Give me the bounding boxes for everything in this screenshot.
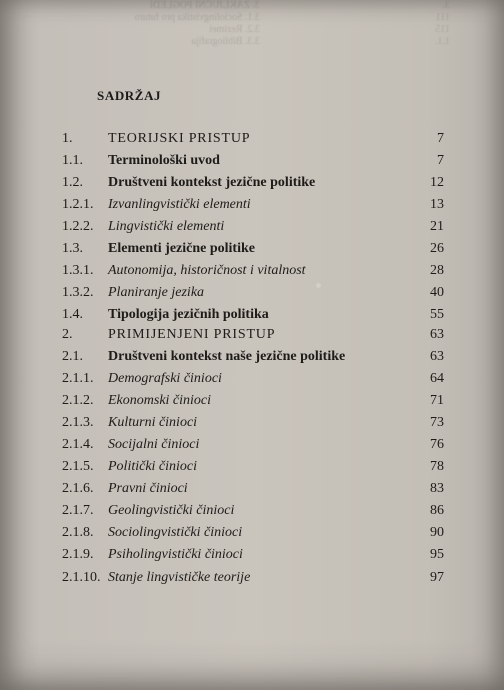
toc-entry-page-number: 40	[430, 285, 444, 300]
toc-entry	[0, 285, 504, 307]
toc-entry-page-number: 86	[430, 503, 444, 518]
toc-entry-number: 2.1.8.	[62, 525, 94, 540]
toc-entry-page-number: 64	[430, 371, 444, 386]
toc-entry-page-number: 7	[437, 131, 444, 146]
bleed-line: 3.	[442, 0, 450, 11]
toc-entry	[0, 307, 504, 329]
toc-entry-title: Izvanlingvistički elementi	[108, 197, 251, 212]
bleed-line: 1.1.	[435, 36, 450, 47]
bleed-through-text-left	[80, 0, 260, 70]
toc-entry	[0, 415, 504, 437]
bleed-line: 3.1. Sociolingvistika pro futuro	[134, 12, 260, 23]
toc-entry-number: 2.1.7.	[62, 503, 94, 518]
toc-entry-number: 1.2.	[62, 175, 83, 190]
toc-entry-title: Politički činioci	[108, 459, 198, 474]
toc-entry-title: Kulturni činioci	[108, 415, 198, 430]
light-speck	[316, 283, 321, 288]
toc-entry-number: 1.2.2.	[62, 219, 94, 234]
toc-entry	[0, 349, 504, 371]
toc-entry-page-number: 13	[430, 197, 444, 212]
toc-entry-page-number: 76	[430, 437, 444, 452]
toc-entry-number: 2.1.5.	[62, 459, 94, 474]
toc-entry	[0, 327, 504, 349]
toc-entry-page-number: 95	[430, 547, 444, 562]
toc-entry-title: Demografski činioci	[108, 371, 222, 386]
toc-entry-title: Sociolingvistički činioci	[108, 525, 243, 540]
toc-entry	[0, 547, 504, 569]
toc-entry	[0, 197, 504, 219]
toc-entry-page-number: 78	[430, 459, 444, 474]
toc-entry-title: Društveni kontekst jezične politike	[108, 175, 316, 190]
toc-entry-title: Psiholingvistički činioci	[108, 547, 243, 562]
toc-entry-page-number: 90	[430, 525, 444, 540]
toc-entry	[0, 459, 504, 481]
toc-entry	[0, 503, 504, 525]
toc-entry	[0, 219, 504, 241]
toc-entry-page-number: 63	[430, 349, 444, 364]
toc-entry	[0, 371, 504, 393]
toc-entry-page-number: 63	[430, 327, 444, 342]
toc-entry	[0, 241, 504, 263]
toc-entry-title: Elementi jezične politike	[108, 241, 255, 256]
toc-entry-page-number: 97	[430, 570, 444, 585]
toc-entry	[0, 393, 504, 415]
toc-entry	[0, 570, 504, 592]
bleed-through-text-right	[300, 0, 450, 70]
toc-entry-number: 1.3.	[62, 241, 83, 256]
bleed-line: 3.3. Bibliografija	[191, 36, 260, 47]
toc-entry-page-number: 12	[430, 175, 444, 190]
toc-entry-page-number: 26	[430, 241, 444, 256]
toc-entry-number: 2.1.10.	[62, 570, 101, 585]
toc-entry-number: 2.1.4.	[62, 437, 94, 452]
page-title: SADRŽAJ	[97, 88, 162, 103]
toc-entry-number: 2.1.	[62, 349, 83, 364]
toc-entry-number: 1.4.	[62, 307, 83, 322]
toc-entry-number: 1.3.2.	[62, 285, 94, 300]
toc-entry-page-number: 71	[430, 393, 444, 408]
toc-entry-title: Pravni činioci	[108, 481, 188, 496]
toc-entry-number: 2.1.6.	[62, 481, 94, 496]
toc-entry	[0, 153, 504, 175]
toc-entry-title: Terminološki uvod	[108, 153, 220, 168]
toc-entry-number: 1.2.1.	[62, 197, 94, 212]
toc-entry-page-number: 73	[430, 415, 444, 430]
toc-entry	[0, 437, 504, 459]
toc-entry-title: PRIMIJENJENI PRISTUP	[108, 327, 276, 342]
toc-entry-number: 2.1.1.	[62, 371, 94, 386]
toc-entry-title: Ekonomski činioci	[108, 393, 212, 408]
toc-entry-title: Lingvistički elementi	[108, 219, 225, 234]
toc-entry	[0, 525, 504, 547]
toc-entry-title: Socijalni činioci	[108, 437, 200, 452]
toc-entry-title: TEORIJSKI PRISTUP	[108, 131, 251, 146]
toc-entry-number: 1.1.	[62, 153, 83, 168]
bleed-line: 3.2. Rezimei	[209, 24, 260, 35]
toc-entry-number: 2.1.3.	[62, 415, 94, 430]
bleed-line: 3. ZAKLJUČNI POGLEDI	[149, 0, 260, 11]
toc-entry-title: Autonomija, historičnost i vitalnost	[108, 263, 306, 278]
toc-entry-number: 2.1.2.	[62, 393, 94, 408]
toc-entry-page-number: 7	[437, 153, 444, 168]
toc-entry-number: 2.1.9.	[62, 547, 94, 562]
toc-entry-title: Geolingvistički činioci	[108, 503, 235, 518]
bleed-line: 111	[435, 12, 450, 23]
toc-entry	[0, 263, 504, 285]
toc-entry-title: Stanje lingvističke teorije	[108, 570, 251, 585]
toc-entry	[0, 131, 504, 153]
toc-entry-number: 1.	[62, 131, 73, 146]
toc-entry-page-number: 55	[430, 307, 444, 322]
toc-entry-title: Društveni kontekst naše jezične politike	[108, 349, 346, 364]
toc-entry	[0, 481, 504, 503]
toc-entry-number: 2.	[62, 327, 73, 342]
bleed-line: 115	[435, 24, 450, 35]
toc-entry-number: 1.3.1.	[62, 263, 94, 278]
toc-entry-title: Tipologija jezičnih politika	[108, 307, 269, 322]
toc-entry-page-number: 21	[430, 219, 444, 234]
toc-entry	[0, 175, 504, 197]
toc-entry-title: Planiranje jezika	[108, 285, 205, 300]
toc-entry-page-number: 83	[430, 481, 444, 496]
toc-entry-page-number: 28	[430, 263, 444, 278]
